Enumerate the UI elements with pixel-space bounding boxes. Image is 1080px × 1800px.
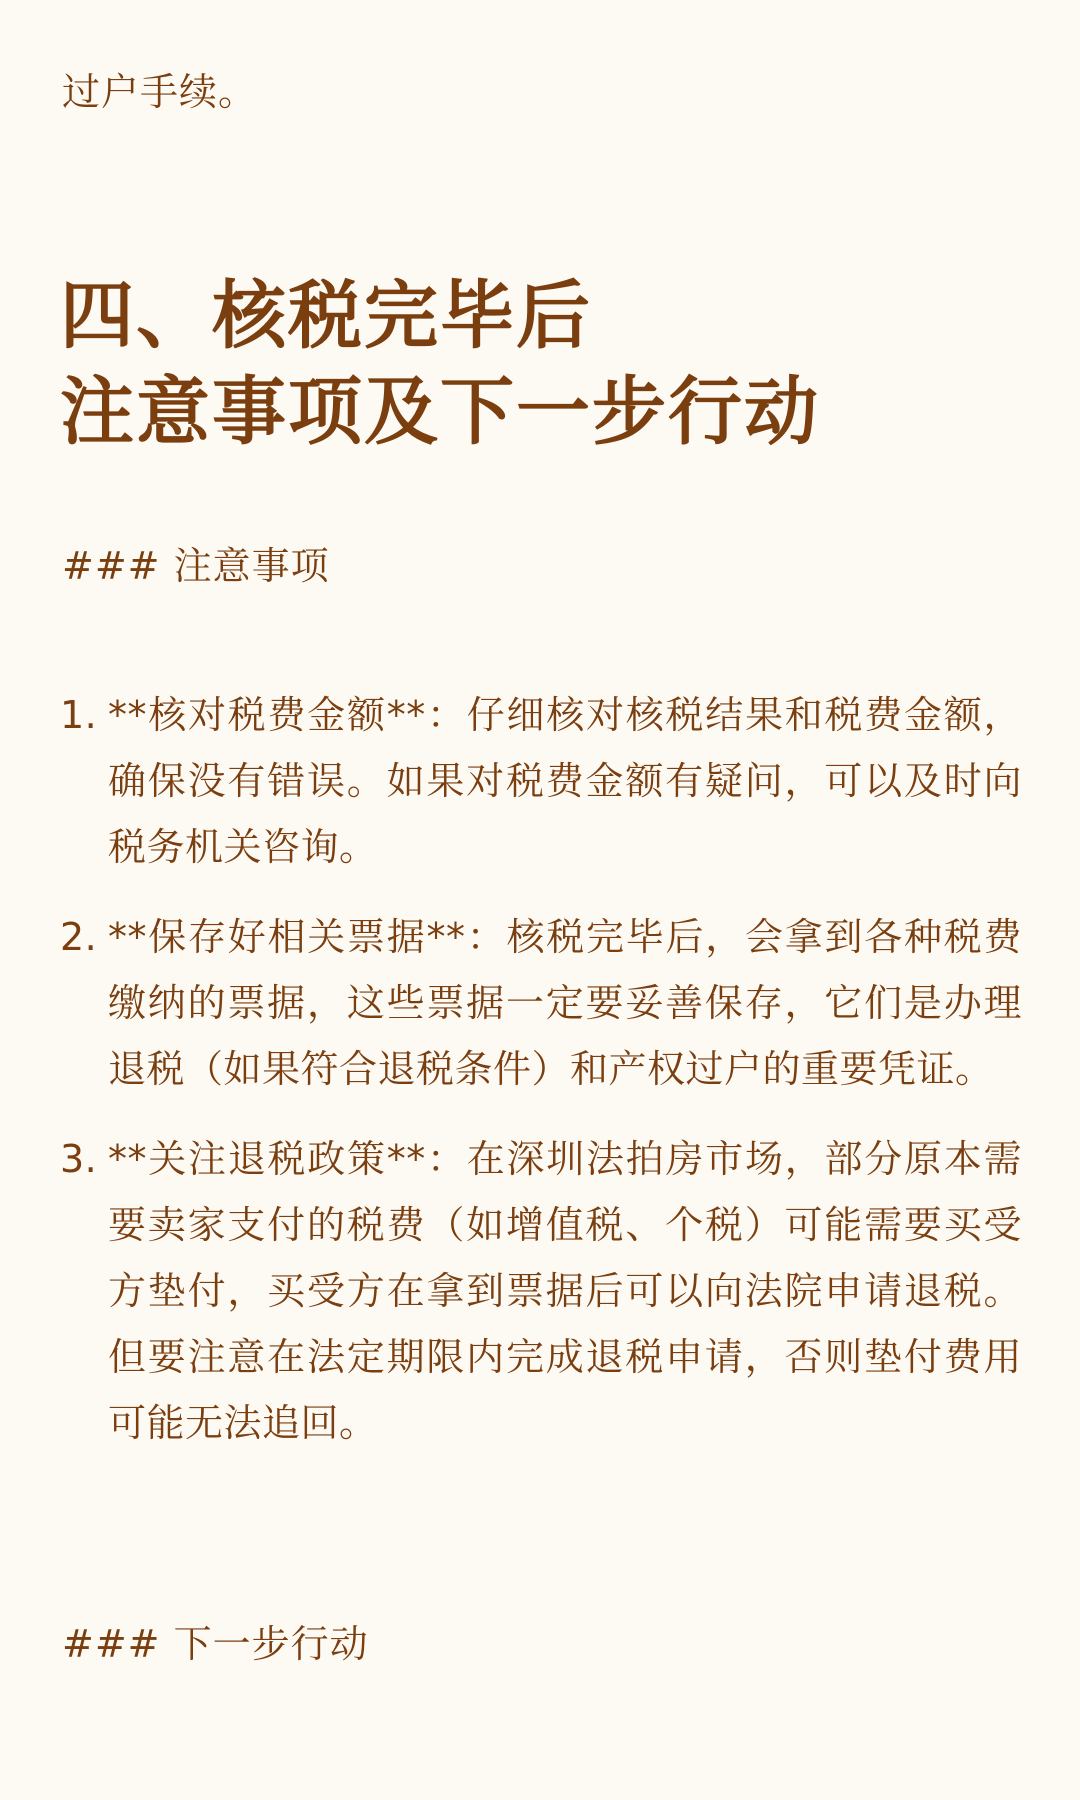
section-title-line-2: 注意事项及下一步行动 <box>60 369 820 455</box>
note-number: 2. <box>60 915 98 959</box>
notes-subheading: ### 注意事项 <box>62 544 330 588</box>
note-text: **保存好相关票据**：核税完毕后，会拿到各种税费缴纳的票据，这些票据一定要妥善保存，它们是办理退税（如果符合退税条件）和产权过户的重要凭证。 <box>108 915 1022 1091</box>
note-number: 1. <box>60 693 98 737</box>
note-item-2 <box>60 904 1022 1102</box>
note-item-3 <box>60 1126 1022 1456</box>
note-item-1 <box>60 682 1022 880</box>
note-text: **关注退税政策**：在深圳法拍房市场，部分原本需要卖家支付的税费（如增值税、个税）可能需要买受方垫付，买受方在拿到票据后可以向法院申请退税。但要注意在法定期限内完成退税申请，否则垫付费用可能无法追回。 <box>108 1137 1022 1445</box>
note-text: **核对税费金额**：仔细核对核税结果和税费金额，确保没有错误。如果对税费金额有疑问，可以及时向税务机关咨询。 <box>108 693 1022 869</box>
notes-list <box>60 682 1022 1480</box>
intro-text: 过户手续。 <box>62 70 258 114</box>
next-steps-subheading: ### 下一步行动 <box>62 1622 369 1666</box>
section-title <box>60 268 820 460</box>
section-title-line-1: 四、核税完毕后 <box>60 273 592 359</box>
note-number: 3. <box>60 1137 98 1181</box>
